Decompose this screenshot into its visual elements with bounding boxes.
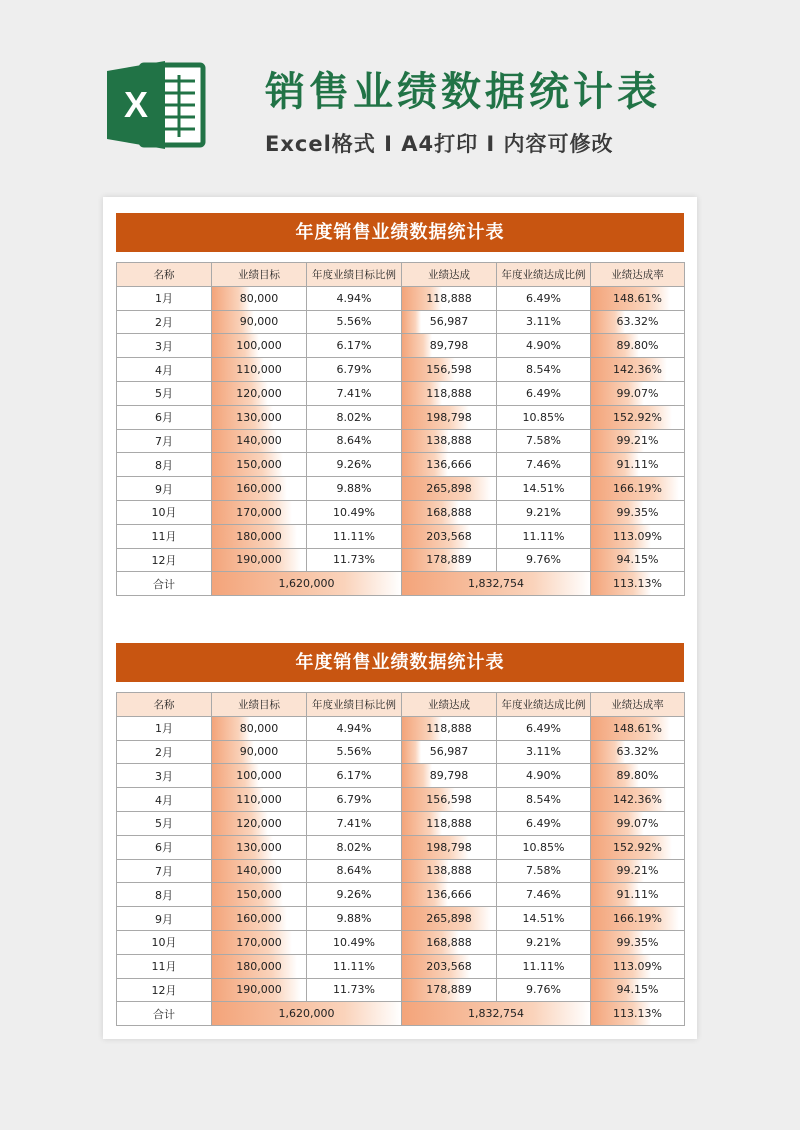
cell-achieved-ratio: 4.90%	[497, 764, 591, 788]
cell-target	[212, 788, 307, 812]
cell-text: 130,000	[236, 410, 282, 424]
table-row	[117, 716, 685, 740]
cell-text: 56,987	[429, 745, 469, 759]
cell-rate	[591, 930, 685, 954]
total-target	[212, 1002, 402, 1026]
column-header: 业绩目标	[212, 263, 307, 287]
cell-target-ratio: 9.88%	[307, 907, 402, 931]
cell-name: 2月	[117, 310, 212, 334]
cell-name: 9月	[117, 907, 212, 931]
cell-rate	[591, 310, 685, 334]
cell-achieved-ratio: 9.21%	[497, 500, 591, 524]
cell-text: 89.80%	[616, 769, 659, 783]
cell-text: 120,000	[236, 816, 282, 830]
cell-text: 152.92%	[613, 840, 662, 854]
cell-target-ratio: 10.49%	[307, 930, 402, 954]
cell-rate	[591, 740, 685, 764]
table-row	[117, 405, 685, 429]
cell-text: 1,832,754	[468, 1007, 524, 1021]
cell-target-ratio: 6.79%	[307, 358, 402, 382]
cell-text: 63.32%	[616, 315, 659, 329]
cell-text: 168,888	[426, 935, 472, 949]
cell-target	[212, 764, 307, 788]
sales-table-2	[116, 643, 684, 1026]
cell-target-ratio: 11.11%	[307, 954, 402, 978]
cell-target-ratio: 11.11%	[307, 524, 402, 548]
cell-text: 99.21%	[616, 434, 659, 448]
table-row	[117, 835, 685, 859]
table-row	[117, 954, 685, 978]
table-row	[117, 286, 685, 310]
cell-rate	[591, 788, 685, 812]
cell-text: 91.11%	[616, 888, 659, 902]
cell-rate	[591, 978, 685, 1002]
cell-rate	[591, 286, 685, 310]
cell-rate	[591, 500, 685, 524]
column-header: 业绩达成	[402, 693, 497, 717]
cell-name: 1月	[117, 716, 212, 740]
cell-achieved	[402, 310, 497, 334]
cell-text: 89,798	[429, 339, 469, 353]
cell-text: 156,598	[426, 793, 472, 807]
cell-text: 170,000	[236, 935, 282, 949]
cell-target	[212, 859, 307, 883]
cell-text: 99.07%	[616, 816, 659, 830]
cell-target-ratio: 11.73%	[307, 978, 402, 1002]
cell-text: 142.36%	[613, 793, 662, 807]
cell-achieved-ratio: 6.49%	[497, 381, 591, 405]
cell-text: 99.07%	[616, 386, 659, 400]
column-header: 年度业绩达成比例	[497, 263, 591, 287]
table-row	[117, 907, 685, 931]
cell-achieved-ratio: 6.49%	[497, 811, 591, 835]
cell-text: 160,000	[236, 482, 282, 496]
cell-achieved	[402, 453, 497, 477]
table-row	[117, 310, 685, 334]
cell-text: 118,888	[426, 816, 472, 830]
total-label: 合计	[117, 1002, 212, 1026]
cell-name: 10月	[117, 930, 212, 954]
table-row	[117, 334, 685, 358]
cell-target-ratio: 6.17%	[307, 764, 402, 788]
cell-achieved-ratio: 8.54%	[497, 788, 591, 812]
cell-rate	[591, 524, 685, 548]
cell-rate	[591, 954, 685, 978]
cell-rate	[591, 429, 685, 453]
column-header: 年度业绩目标比例	[307, 693, 402, 717]
cell-rate	[591, 405, 685, 429]
table-row	[117, 524, 685, 548]
cell-achieved	[402, 907, 497, 931]
cell-text: 203,568	[426, 529, 472, 543]
cell-target-ratio: 7.41%	[307, 811, 402, 835]
cell-achieved-ratio: 3.11%	[497, 740, 591, 764]
cell-name: 5月	[117, 811, 212, 835]
cell-text: 150,000	[236, 888, 282, 902]
cell-target-ratio: 6.17%	[307, 334, 402, 358]
table-row	[117, 883, 685, 907]
cell-name: 10月	[117, 500, 212, 524]
cell-text: 180,000	[236, 959, 282, 973]
cell-text: 140,000	[236, 864, 282, 878]
cell-achieved	[402, 811, 497, 835]
sales-table-1	[116, 213, 684, 596]
cell-target	[212, 524, 307, 548]
cell-achieved	[402, 954, 497, 978]
cell-achieved-ratio: 3.11%	[497, 310, 591, 334]
table-row	[117, 500, 685, 524]
cell-achieved-ratio: 10.85%	[497, 405, 591, 429]
page-title: 销售业绩数据统计表	[265, 69, 661, 115]
cell-name: 5月	[117, 381, 212, 405]
data-table	[116, 692, 685, 1026]
cell-target	[212, 548, 307, 572]
cell-text: 203,568	[426, 959, 472, 973]
table-header-row	[117, 693, 685, 717]
cell-target	[212, 930, 307, 954]
cell-text: 120,000	[236, 386, 282, 400]
cell-target-ratio: 8.64%	[307, 429, 402, 453]
cell-name: 7月	[117, 429, 212, 453]
sheet-title: 年度销售业绩数据统计表	[116, 643, 684, 682]
cell-text: 94.15%	[616, 983, 659, 997]
logo-letter: X	[123, 84, 149, 125]
cell-text: 190,000	[236, 553, 282, 567]
cell-target	[212, 500, 307, 524]
cell-text: 100,000	[236, 769, 282, 783]
cell-achieved-ratio: 6.49%	[497, 716, 591, 740]
total-label: 合计	[117, 572, 212, 596]
cell-target-ratio: 9.26%	[307, 453, 402, 477]
cell-target	[212, 334, 307, 358]
cell-text: 140,000	[236, 434, 282, 448]
cell-name: 11月	[117, 954, 212, 978]
cell-achieved	[402, 429, 497, 453]
cell-text: 99.21%	[616, 864, 659, 878]
table-header-row	[117, 263, 685, 287]
cell-achieved-ratio: 7.46%	[497, 453, 591, 477]
column-header: 业绩达成	[402, 263, 497, 287]
cell-target	[212, 835, 307, 859]
cell-target-ratio: 8.02%	[307, 835, 402, 859]
cell-text: 100,000	[236, 339, 282, 353]
column-header: 年度业绩达成比例	[497, 693, 591, 717]
cell-target	[212, 883, 307, 907]
cell-achieved	[402, 500, 497, 524]
cell-text: 150,000	[236, 458, 282, 472]
cell-text: 94.15%	[616, 553, 659, 567]
cell-target-ratio: 4.94%	[307, 286, 402, 310]
cell-text: 113.13%	[613, 577, 662, 591]
cell-target	[212, 453, 307, 477]
cell-achieved-ratio: 6.49%	[497, 286, 591, 310]
cell-rate	[591, 381, 685, 405]
cell-text: 113.09%	[613, 959, 662, 973]
cell-text: 90,000	[239, 745, 279, 759]
cell-text: 136,666	[426, 888, 472, 902]
cell-achieved-ratio: 9.76%	[497, 978, 591, 1002]
cell-target	[212, 477, 307, 501]
cell-target	[212, 381, 307, 405]
cell-rate	[591, 358, 685, 382]
cell-achieved-ratio: 8.54%	[497, 358, 591, 382]
cell-target-ratio: 4.94%	[307, 716, 402, 740]
cell-achieved-ratio: 10.85%	[497, 835, 591, 859]
cell-target-ratio: 7.41%	[307, 381, 402, 405]
cell-target-ratio: 5.56%	[307, 740, 402, 764]
cell-text: 1,832,754	[468, 577, 524, 591]
cell-text: 265,898	[426, 482, 472, 496]
table-row	[117, 453, 685, 477]
cell-text: 118,888	[426, 291, 472, 305]
cell-text: 99.35%	[616, 935, 659, 949]
cell-rate	[591, 883, 685, 907]
cell-text: 136,666	[426, 458, 472, 472]
cell-target	[212, 286, 307, 310]
table-row	[117, 764, 685, 788]
cell-name: 4月	[117, 358, 212, 382]
column-header: 业绩达成率	[591, 693, 685, 717]
cell-achieved	[402, 524, 497, 548]
cell-achieved	[402, 788, 497, 812]
column-header: 业绩达成率	[591, 263, 685, 287]
cell-target	[212, 907, 307, 931]
cell-rate	[591, 835, 685, 859]
cell-target	[212, 310, 307, 334]
cell-text: 170,000	[236, 505, 282, 519]
table-row	[117, 788, 685, 812]
cell-achieved-ratio: 4.90%	[497, 334, 591, 358]
cell-target-ratio: 9.26%	[307, 883, 402, 907]
cell-achieved-ratio: 7.58%	[497, 859, 591, 883]
cell-achieved	[402, 859, 497, 883]
cell-text: 99.35%	[616, 505, 659, 519]
cell-text: 91.11%	[616, 458, 659, 472]
table-row	[117, 548, 685, 572]
cell-target-ratio: 6.79%	[307, 788, 402, 812]
cell-text: 63.32%	[616, 745, 659, 759]
cell-text: 198,798	[426, 840, 472, 854]
cell-rate	[591, 477, 685, 501]
cell-name: 6月	[117, 405, 212, 429]
data-bar	[402, 311, 421, 334]
cell-text: 90,000	[239, 315, 279, 329]
cell-text: 89,798	[429, 769, 469, 783]
cell-achieved	[402, 405, 497, 429]
total-row	[117, 1002, 685, 1026]
table-row	[117, 811, 685, 835]
cell-text: 190,000	[236, 983, 282, 997]
cell-achieved	[402, 764, 497, 788]
column-header: 业绩目标	[212, 693, 307, 717]
excel-logo-icon	[103, 57, 213, 153]
cell-achieved-ratio: 14.51%	[497, 907, 591, 931]
cell-name: 7月	[117, 859, 212, 883]
cell-text: 178,889	[426, 553, 472, 567]
cell-achieved	[402, 835, 497, 859]
data-bar	[402, 764, 432, 787]
cell-achieved	[402, 716, 497, 740]
cell-name: 8月	[117, 883, 212, 907]
cell-text: 113.09%	[613, 529, 662, 543]
total-rate	[591, 572, 685, 596]
cell-name: 12月	[117, 978, 212, 1002]
table-row	[117, 978, 685, 1002]
table-row	[117, 477, 685, 501]
cell-target	[212, 740, 307, 764]
cell-target-ratio: 9.88%	[307, 477, 402, 501]
cell-text: 168,888	[426, 505, 472, 519]
cell-name: 6月	[117, 835, 212, 859]
cell-text: 56,987	[429, 315, 469, 329]
cell-rate	[591, 859, 685, 883]
cell-rate	[591, 764, 685, 788]
cell-name: 8月	[117, 453, 212, 477]
data-table	[116, 262, 685, 596]
cell-rate	[591, 334, 685, 358]
table-row	[117, 429, 685, 453]
cell-text: 113.13%	[613, 1007, 662, 1021]
cell-achieved-ratio: 7.58%	[497, 429, 591, 453]
cell-achieved-ratio: 7.46%	[497, 883, 591, 907]
cell-name: 11月	[117, 524, 212, 548]
cell-achieved	[402, 883, 497, 907]
cell-text: 138,888	[426, 864, 472, 878]
cell-text: 160,000	[236, 912, 282, 926]
cell-text: 142.36%	[613, 363, 662, 377]
cell-achieved	[402, 930, 497, 954]
cell-text: 118,888	[426, 721, 472, 735]
cell-rate	[591, 716, 685, 740]
cell-achieved	[402, 477, 497, 501]
cell-text: 178,889	[426, 983, 472, 997]
cell-target-ratio: 8.64%	[307, 859, 402, 883]
column-header: 年度业绩目标比例	[307, 263, 402, 287]
sheet-title: 年度销售业绩数据统计表	[116, 213, 684, 252]
data-bar	[402, 741, 421, 764]
cell-name: 3月	[117, 764, 212, 788]
cell-name: 9月	[117, 477, 212, 501]
cell-text: 148.61%	[613, 721, 662, 735]
total-achieved	[402, 572, 591, 596]
cell-text: 148.61%	[613, 291, 662, 305]
cell-achieved-ratio: 11.11%	[497, 954, 591, 978]
cell-text: 80,000	[239, 721, 279, 735]
cell-name: 3月	[117, 334, 212, 358]
total-row	[117, 572, 685, 596]
cell-text: 89.80%	[616, 339, 659, 353]
cell-text: 110,000	[236, 363, 282, 377]
cell-text: 118,888	[426, 386, 472, 400]
total-target	[212, 572, 402, 596]
cell-target-ratio: 8.02%	[307, 405, 402, 429]
table-row	[117, 381, 685, 405]
cell-target-ratio: 5.56%	[307, 310, 402, 334]
total-achieved	[402, 1002, 591, 1026]
cell-text: 265,898	[426, 912, 472, 926]
cell-target-ratio: 10.49%	[307, 500, 402, 524]
column-header: 名称	[117, 263, 212, 287]
cell-name: 1月	[117, 286, 212, 310]
cell-target	[212, 405, 307, 429]
cell-achieved-ratio: 14.51%	[497, 477, 591, 501]
cell-text: 1,620,000	[278, 1007, 335, 1021]
table-row	[117, 859, 685, 883]
cell-target	[212, 811, 307, 835]
cell-achieved	[402, 740, 497, 764]
cell-achieved-ratio: 9.76%	[497, 548, 591, 572]
cell-text: 152.92%	[613, 410, 662, 424]
cell-text: 198,798	[426, 410, 472, 424]
data-bar	[402, 334, 432, 357]
cell-text: 80,000	[239, 291, 279, 305]
cell-text: 180,000	[236, 529, 282, 543]
cell-text: 110,000	[236, 793, 282, 807]
cell-text: 130,000	[236, 840, 282, 854]
cell-achieved	[402, 334, 497, 358]
total-rate	[591, 1002, 685, 1026]
cell-rate	[591, 907, 685, 931]
cell-achieved	[402, 286, 497, 310]
cell-name: 12月	[117, 548, 212, 572]
cell-text: 166.19%	[613, 482, 662, 496]
cell-rate	[591, 811, 685, 835]
cell-achieved	[402, 381, 497, 405]
cell-target	[212, 716, 307, 740]
cell-rate	[591, 453, 685, 477]
cell-name: 2月	[117, 740, 212, 764]
cell-achieved	[402, 358, 497, 382]
cell-target	[212, 978, 307, 1002]
cell-target-ratio: 11.73%	[307, 548, 402, 572]
cell-name: 4月	[117, 788, 212, 812]
cell-text: 1,620,000	[278, 577, 335, 591]
cell-text: 156,598	[426, 363, 472, 377]
cell-rate	[591, 548, 685, 572]
cell-target	[212, 429, 307, 453]
cell-achieved	[402, 548, 497, 572]
table-row	[117, 358, 685, 382]
cell-target	[212, 358, 307, 382]
paper-sheet	[103, 197, 697, 1039]
page-header	[0, 0, 800, 190]
cell-achieved-ratio: 11.11%	[497, 524, 591, 548]
cell-text: 166.19%	[613, 912, 662, 926]
table-row	[117, 740, 685, 764]
page-subtitle: Excel格式 I A4打印 I 内容可修改	[265, 132, 614, 156]
cell-achieved	[402, 978, 497, 1002]
cell-achieved-ratio: 9.21%	[497, 930, 591, 954]
cell-text: 138,888	[426, 434, 472, 448]
column-header: 名称	[117, 693, 212, 717]
table-row	[117, 930, 685, 954]
cell-target	[212, 954, 307, 978]
